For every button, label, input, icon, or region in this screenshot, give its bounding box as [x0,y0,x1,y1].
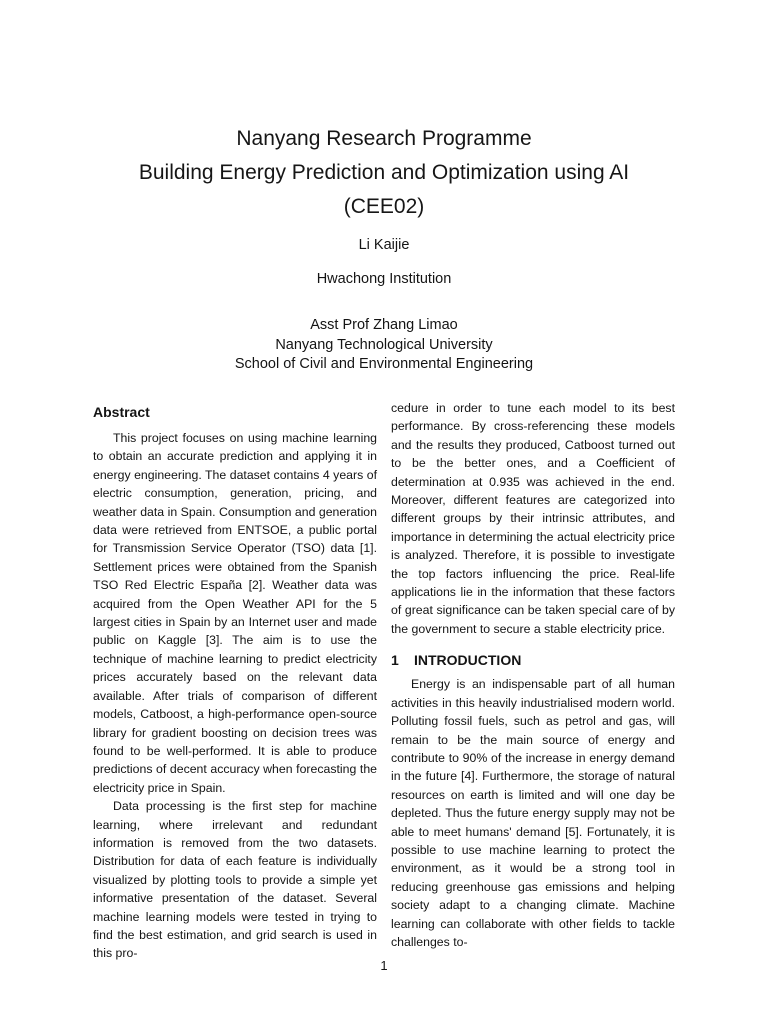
left-column [93,398,377,963]
page-number: 1 [380,958,388,973]
abstract-paragraph-2-continued: cedure in order to tune each model to its best performance. By cross-referencing these models and the results they produced, Catboost turned out to be the better ones, and a Coefficient of determination at 0.935 was achieved in the end. Moreover, different features are categorized into different groups by their intrinsic attributes, and importance in determining the actual electricity price is analyzed. Therefore, it is possible to investigate the top factors influencing the price. Real-life applications lie in the information that these factors of great significance can be taken special care of by the government to secure a stable electricity price. [391,401,675,636]
supervisor-university: Nanyang Technological University [275,336,493,353]
title-programme: Nanyang Research Programme [236,127,532,150]
supervisor-name: Asst Prof Zhang Limao [310,317,458,333]
institution-block [0,270,768,289]
abstract-heading: Abstract [93,404,150,420]
abstract-paragraph-1: This project focuses on using machine learning to obtain an accurate prediction and applying it in energy engineering. The dataset contains 4 years of electric consumption, generation, pricing, and weather data in Spain. Consumption and generation data were retrieved from ENTSOE, a public portal for Transmission Service Operator (TSO) data [1]. Settlement prices were obtained from the Spanish TSO Red Electric España [2]. Weather data was acquired from the Open Weather API for the 5 largest cities in Spain by an Internet user and made public on Kaggle [3]. The aim is to use the technique of machine learning to predict electricity prices accurately based on the relevant data available. After trials of comparison of different models, Catboost, a high-performance open-source library for gradient boosting on decision trees was found to be well-performed. It is able to produce predictions of decent accuracy when forecasting the electricity price in Spain. [93,431,377,795]
supervisor-school: School of Civil and Environmental Engineering [234,356,534,372]
paper-title [0,122,768,224]
title-project: Building Energy Prediction and Optimization using AI [138,161,630,184]
abstract-paragraph-2: Data processing is the first step for machine learning, where irrelevant and redundant information is removed from the two datasets. Distribution for data of each feature is individually visualized by plotting tools to provide a simple yet informative presentation of the dataset. Several machine learning models were tested in trying to find the best estimation, and grid search is used in this pro- [93,799,377,961]
section-title: INTRODUCTION [414,652,522,669]
introduction-heading [391,651,675,669]
section-number: 1 [391,652,399,669]
supervisor-block [0,316,768,375]
title-code: (CEE02) [343,195,425,218]
author-block [0,236,768,255]
right-column [391,399,675,951]
author-name: Li Kaijie [358,237,410,253]
introduction-paragraph-1: Energy is an indispensable part of all human activities in this heavily industrialised modern world. Polluting fossil fuels, such as petrol and gas, will remain to be the main source of energy and contribute to 90% of the increase in energy demand in the future [4]. Furthermore, the storage of natural resources on earth is limited and will one day be depleted. Thus the future energy supply may not be able to meet humans' demand [5]. Fortunately, it is possible to use machine learning to protect the environment, as it would be a strong tool in reducing greenhouse gas emissions and helping society adapt to a changing climate. Machine learning can collaborate with other fields to tackle challenges to- [391,677,675,949]
author-institution: Hwachong Institution [316,271,452,287]
